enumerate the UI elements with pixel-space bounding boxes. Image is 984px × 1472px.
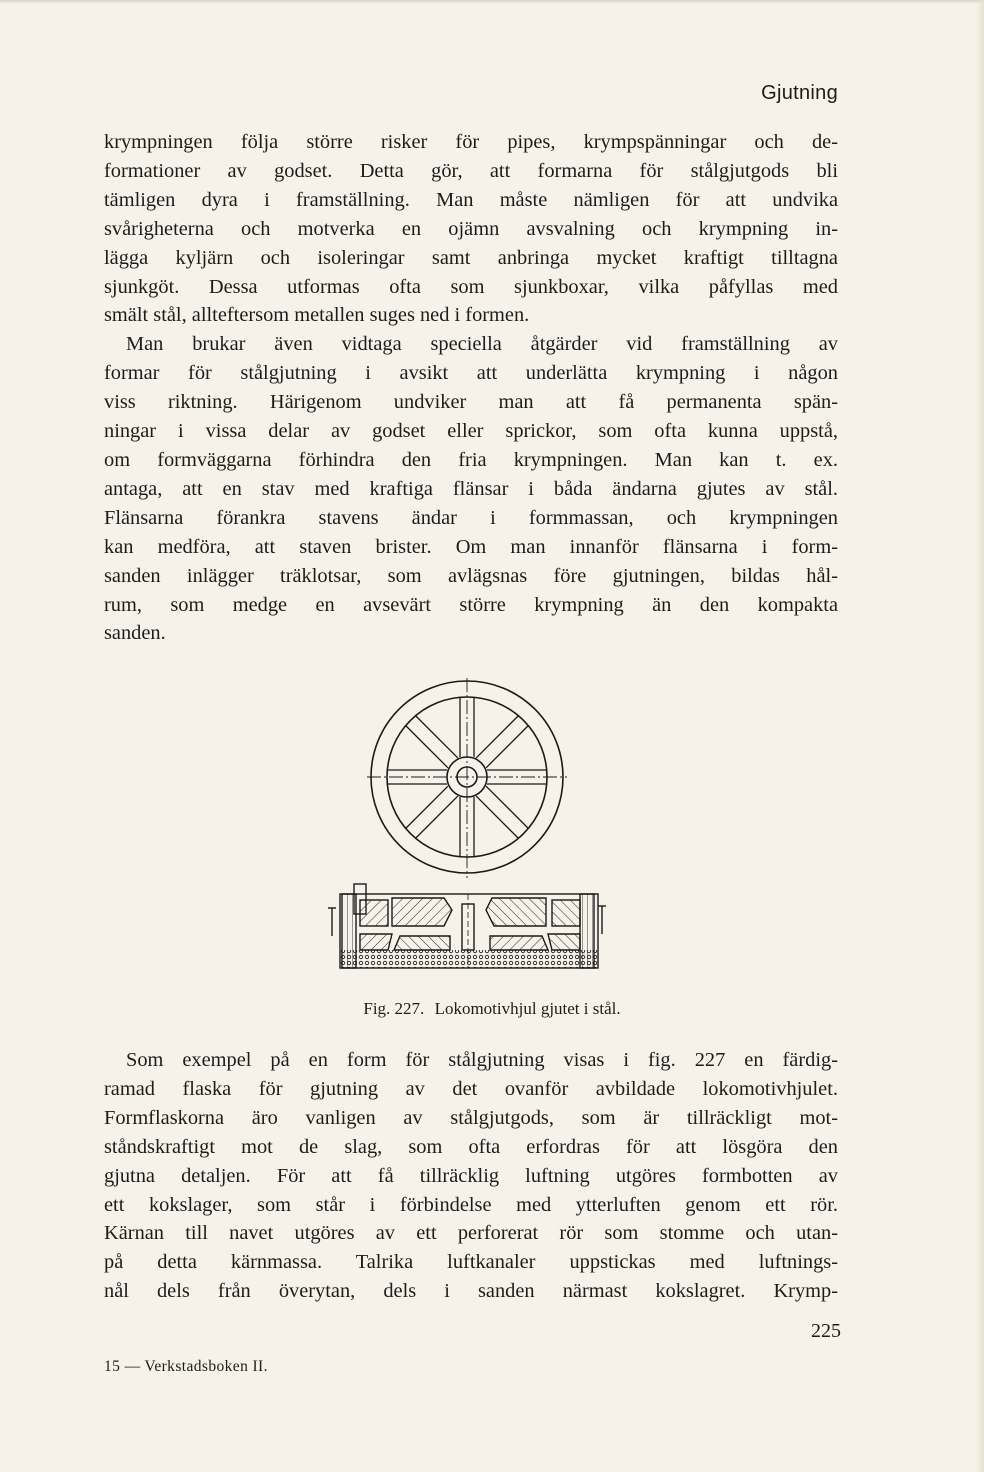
text-line: gjutna detaljen. För att få tillräcklig luftning utgöres formbotten av	[104, 1164, 838, 1187]
spoke-edge	[415, 715, 457, 757]
body-text-top	[104, 128, 838, 648]
spoke-edge	[415, 796, 457, 838]
figure-label: Fig. 227.	[363, 999, 425, 1018]
figure-caption-text: Lokomotivhjul gjutet i stål.	[434, 999, 621, 1018]
spoke-edge	[486, 725, 528, 767]
text-line: formar för stålgjutning i avsikt att underlätta krympning i någon	[104, 362, 838, 385]
text-line: viss riktning. Härigenom undviker man att få permanenta spän-	[104, 391, 838, 414]
text-line: på detta kärnmassa. Talrika luftkanaler uppstickas med luftnings-	[104, 1251, 838, 1274]
text-line: formationer av godset. Detta gör, att formarna för stålgjutgods bli	[104, 159, 838, 182]
text-line: krympningen följa större risker för pipes, krympspänningar och de-	[104, 131, 838, 153]
text-line: lägga kyljärn och isoleringar samt anbringa mycket kraftigt tilltagna	[104, 246, 838, 269]
text-line: Flänsarna förankra stavens ändar i formmassan, och krympningen	[104, 506, 838, 529]
page-number: 225	[811, 1320, 841, 1342]
figure-227	[322, 672, 612, 977]
text-line: ramad flaska för gjutning av det ovanför avbildade lokomotivhjulet.	[104, 1077, 838, 1100]
wheel-front-view	[367, 678, 567, 878]
wheel-and-mold-drawing	[322, 672, 612, 972]
text-line: ståndskraftigt mot de slag, som ofta erfordras för att lösgöra den	[104, 1135, 838, 1158]
page-top-edge	[0, 0, 984, 4]
page-right-edge	[976, 0, 984, 1472]
text-line: smält stål, allteftersom metallen suges ned i formen.	[104, 304, 530, 327]
figure-caption	[0, 999, 984, 1019]
text-line: nål dels från överytan, dels i sanden närmast kokslagret. Krymp-	[104, 1280, 838, 1303]
text-line: sanden.	[104, 622, 166, 645]
text-line: svårigheterna och motverka en ojämn avsvalning och krympning in-	[104, 217, 838, 240]
spoke-edge	[476, 796, 518, 838]
spoke-edge	[486, 786, 528, 828]
spoke-edge	[476, 715, 518, 757]
spoke-edge	[405, 786, 447, 828]
mold-section-view	[328, 884, 606, 968]
body-text-bottom	[104, 1046, 838, 1306]
text-line: Formflaskorna äro vanligen av stålgjutgods, som är tillräckligt mot-	[104, 1106, 838, 1129]
text-line: tämligen dyra i framställning. Man måste nämligen för att undvika	[104, 188, 838, 211]
spoke-edge	[405, 725, 447, 767]
text-line: sjunkgöt. Dessa utformas ofta som sjunkboxar, vilka påfyllas med	[104, 275, 838, 298]
text-line: Man brukar även vidtaga speciella åtgärder vid framställning av	[126, 333, 838, 356]
text-line: antaga, att en stav med kraftiga flänsar i båda ändarna gjutes av stål.	[104, 477, 838, 500]
text-line: sanden inlägger träklotsar, som avlägsnas före gjutningen, bildas hål-	[104, 564, 838, 587]
text-line: kan medföra, att staven brister. Om man innanför flänsarna i form-	[104, 535, 838, 558]
text-line: Som exempel på en form för stålgjutning visas i fig. 227 en färdig-	[126, 1049, 838, 1071]
text-line: ett kokslager, som står i förbindelse med ytterluften genom ett rör.	[104, 1193, 838, 1216]
text-line: rum, som medge en avsevärt större krympning än den kompakta	[104, 593, 838, 616]
signature-mark: 15 — Verkstadsboken II.	[104, 1358, 268, 1375]
running-header: Gjutning	[761, 82, 838, 104]
text-line: ningar i vissa delar av godset eller sprickor, som ofta kunna uppstå,	[104, 420, 838, 443]
text-line: om formväggarna förhindra den fria krympningen. Man kan t. ex.	[104, 448, 838, 471]
text-line: Kärnan till navet utgöres av ett perforerat rör som stomme och utan-	[104, 1222, 838, 1245]
